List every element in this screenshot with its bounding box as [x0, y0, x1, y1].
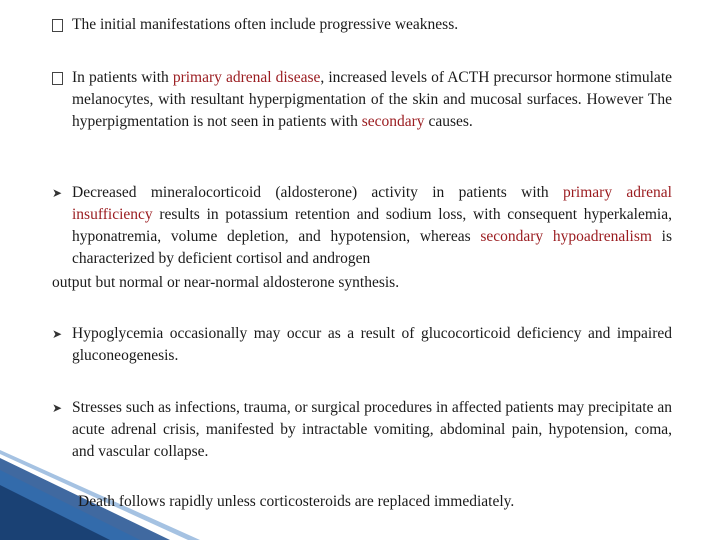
- text-run: , increased levels of ACTH precursor hormone stimulate melanocytes, with resultant hyperpigmentation of the skin and mucosal surfaces. However The hyperpigmentation is not seen in patients with: [72, 69, 672, 130]
- bullet-3-tail: output but normal or near-normal aldosterone synthesis.: [52, 274, 400, 291]
- text-run: Hypoglycemia occasionally may occur as a result of glucocorticoid deficiency and impaired gluconeogenesis.: [72, 325, 672, 364]
- arrow-icon: ➤: [52, 327, 63, 341]
- text-run: Decreased mineralocorticoid (aldosterone) activity in patients with: [72, 184, 563, 201]
- text-run: The initial manifestations often include progressive weakness.: [72, 16, 459, 33]
- bullet-text: [72, 182, 672, 270]
- box-icon: [52, 72, 63, 85]
- text-run: causes.: [424, 113, 473, 130]
- bullet-1: [52, 14, 672, 36]
- bullet-4: [52, 323, 672, 367]
- highlight-run: secondary hypoadrenalism: [480, 228, 652, 245]
- text-run: In patients with: [72, 69, 173, 86]
- arrow-icon: ➤: [52, 401, 63, 415]
- highlight-run: primary adrenal disease: [172, 69, 321, 86]
- bullet-2: [52, 67, 672, 133]
- bullet-text: [78, 491, 678, 513]
- bullet-text: [72, 323, 672, 367]
- arrow-icon: ➤: [52, 186, 63, 200]
- bullet-6: [58, 491, 678, 513]
- bullet-5: [52, 397, 672, 463]
- text-run: is characterized by deficient cortisol and androgen: [72, 228, 672, 267]
- bullet-text: [72, 397, 672, 463]
- bullet-3: [52, 182, 672, 270]
- text-run: Death follows rapidly unless corticosteroids are replaced immediately.: [78, 493, 515, 510]
- text-run: results in potassium retention and sodium loss, with consequent hyperkalemia, hyponatremia, volume depletion, and hypotension, whereas: [72, 206, 672, 245]
- bullet-text: [72, 67, 672, 133]
- highlight-run: secondary: [361, 113, 425, 130]
- text-run: Stresses such as infections, trauma, or surgical procedures in affected patients may precipitate an acute adrenal crisis, manifested by intractable vomiting, abdominal pain, hypotension, coma, and vascular collapse.: [72, 399, 672, 460]
- bullet-text: [72, 14, 672, 36]
- box-icon: [52, 19, 63, 32]
- highlight-run: primary adrenal insufficiency: [72, 184, 672, 223]
